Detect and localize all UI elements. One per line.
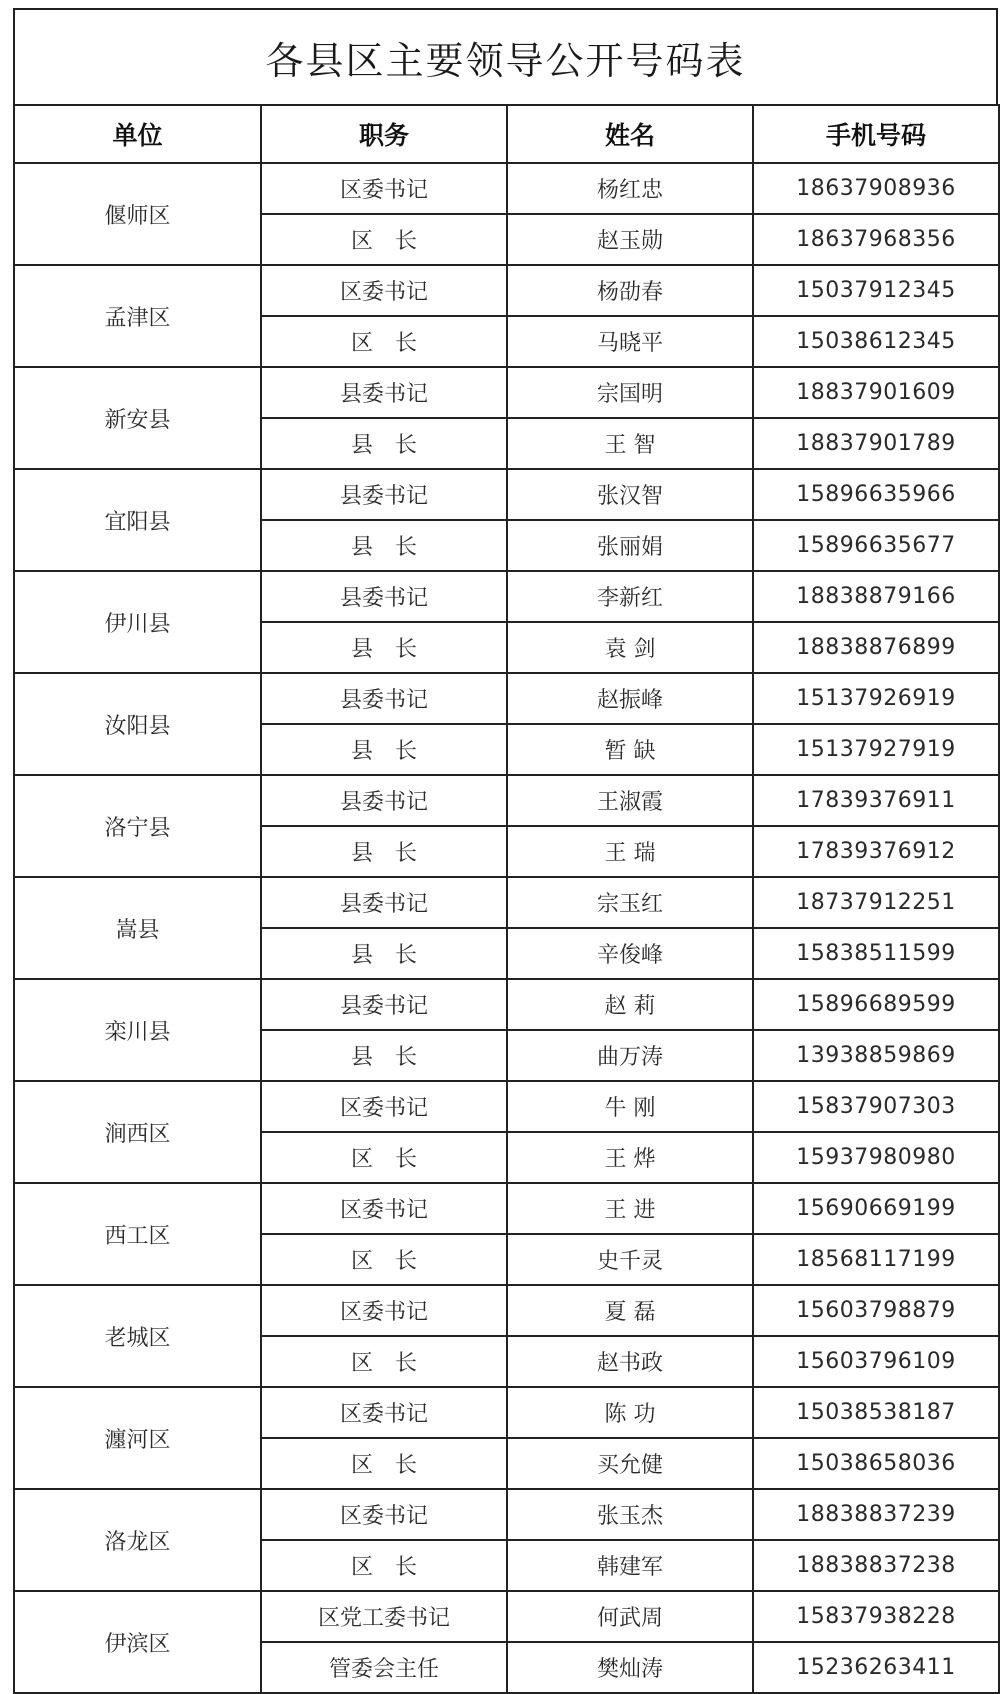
name-cell: 王 智 [507, 418, 753, 469]
position-cell: 区 长 [261, 1540, 507, 1591]
table-row [14, 163, 999, 214]
position-cell: 县 长 [261, 520, 507, 571]
unit-cell: 涧西区 [14, 1081, 261, 1183]
phone-cell: 18637908936 [753, 163, 999, 214]
unit-cell: 嵩县 [14, 877, 261, 979]
name-cell: 史千灵 [507, 1234, 753, 1285]
name-cell: 王淑霞 [507, 775, 753, 826]
name-cell: 王 进 [507, 1183, 753, 1234]
name-cell: 曲万涛 [507, 1030, 753, 1081]
position-cell: 县 长 [261, 418, 507, 469]
name-cell: 夏 磊 [507, 1285, 753, 1336]
phone-cell: 15037912345 [753, 265, 999, 316]
contact-table [13, 104, 1000, 1694]
phone-cell: 18838879166 [753, 571, 999, 622]
phone-cell: 15690669199 [753, 1183, 999, 1234]
position-cell: 县委书记 [261, 367, 507, 418]
position-cell: 县委书记 [261, 877, 507, 928]
name-cell: 韩建军 [507, 1540, 753, 1591]
unit-cell: 洛龙区 [14, 1489, 261, 1591]
name-cell: 马晓平 [507, 316, 753, 367]
phone-cell: 15038612345 [753, 316, 999, 367]
table-row [14, 1081, 999, 1132]
position-cell: 区 长 [261, 214, 507, 265]
unit-cell: 新安县 [14, 367, 261, 469]
table-row [14, 775, 999, 826]
position-cell: 县 长 [261, 1030, 507, 1081]
position-cell: 县委书记 [261, 469, 507, 520]
phone-cell: 15896689599 [753, 979, 999, 1030]
phone-cell: 17839376911 [753, 775, 999, 826]
phone-cell: 15896635966 [753, 469, 999, 520]
position-cell: 县委书记 [261, 979, 507, 1030]
position-cell: 区委书记 [261, 1183, 507, 1234]
position-cell: 县 长 [261, 826, 507, 877]
phone-cell: 15137926919 [753, 673, 999, 724]
column-header-phone: 手机号码 [753, 105, 999, 163]
name-cell: 赵 莉 [507, 979, 753, 1030]
name-cell: 李新红 [507, 571, 753, 622]
unit-cell: 老城区 [14, 1285, 261, 1387]
name-cell: 赵玉勋 [507, 214, 753, 265]
page-title: 各县区主要领导公开号码表 [13, 8, 998, 104]
name-cell: 张玉杰 [507, 1489, 753, 1540]
name-cell: 袁 剑 [507, 622, 753, 673]
name-cell: 张汉智 [507, 469, 753, 520]
unit-cell: 洛宁县 [14, 775, 261, 877]
phone-cell: 15837907303 [753, 1081, 999, 1132]
unit-cell: 孟津区 [14, 265, 261, 367]
position-cell: 区委书记 [261, 265, 507, 316]
position-cell: 区委书记 [261, 1489, 507, 1540]
name-cell: 王 瑞 [507, 826, 753, 877]
table-row [14, 469, 999, 520]
table-row [14, 1285, 999, 1336]
unit-cell: 伊滨区 [14, 1591, 261, 1693]
phone-cell: 18838837238 [753, 1540, 999, 1591]
table-row [14, 979, 999, 1030]
name-cell: 赵振峰 [507, 673, 753, 724]
position-cell: 区 长 [261, 316, 507, 367]
column-header-unit: 单位 [14, 105, 261, 163]
position-cell: 区 长 [261, 1132, 507, 1183]
name-cell: 宗国明 [507, 367, 753, 418]
name-cell: 暂 缺 [507, 724, 753, 775]
position-cell: 区 长 [261, 1336, 507, 1387]
position-cell: 区委书记 [261, 1081, 507, 1132]
table-row [14, 367, 999, 418]
position-cell: 区委书记 [261, 1387, 507, 1438]
table-row [14, 1591, 999, 1642]
name-cell: 王 烨 [507, 1132, 753, 1183]
phone-cell: 18737912251 [753, 877, 999, 928]
unit-cell: 宜阳县 [14, 469, 261, 571]
name-cell: 宗玉红 [507, 877, 753, 928]
name-cell: 杨红忠 [507, 163, 753, 214]
table-row [14, 673, 999, 724]
position-cell: 区 长 [261, 1438, 507, 1489]
phone-cell: 18838837239 [753, 1489, 999, 1540]
table-row [14, 1387, 999, 1438]
phone-cell: 18837901609 [753, 367, 999, 418]
phone-cell: 15038538187 [753, 1387, 999, 1438]
table-row [14, 265, 999, 316]
phone-cell: 18568117199 [753, 1234, 999, 1285]
unit-cell: 瀍河区 [14, 1387, 261, 1489]
table-row [14, 877, 999, 928]
position-cell: 县委书记 [261, 571, 507, 622]
position-cell: 县 长 [261, 622, 507, 673]
phone-cell: 15837938228 [753, 1591, 999, 1642]
unit-cell: 汝阳县 [14, 673, 261, 775]
table-body [14, 163, 999, 1693]
phone-cell: 15603796109 [753, 1336, 999, 1387]
position-cell: 管委会主任 [261, 1642, 507, 1693]
phone-cell: 15896635677 [753, 520, 999, 571]
phone-cell: 15038658036 [753, 1438, 999, 1489]
table-row [14, 1489, 999, 1540]
name-cell: 何武周 [507, 1591, 753, 1642]
phone-cell: 17839376912 [753, 826, 999, 877]
phone-cell: 18838876899 [753, 622, 999, 673]
position-cell: 区 长 [261, 1234, 507, 1285]
phone-cell: 15937980980 [753, 1132, 999, 1183]
phone-cell: 15838511599 [753, 928, 999, 979]
phone-cell: 15137927919 [753, 724, 999, 775]
position-cell: 区委书记 [261, 1285, 507, 1336]
unit-cell: 偃师区 [14, 163, 261, 265]
column-header-name: 姓名 [507, 105, 753, 163]
name-cell: 牛 刚 [507, 1081, 753, 1132]
name-cell: 陈 功 [507, 1387, 753, 1438]
unit-cell: 栾川县 [14, 979, 261, 1081]
phone-cell: 15603798879 [753, 1285, 999, 1336]
name-cell: 买允健 [507, 1438, 753, 1489]
table-row [14, 571, 999, 622]
phone-cell: 18837901789 [753, 418, 999, 469]
phone-cell: 13938859869 [753, 1030, 999, 1081]
position-cell: 县 长 [261, 724, 507, 775]
phone-cell: 15236263411 [753, 1642, 999, 1693]
table-header-row [14, 105, 999, 163]
name-cell: 张丽娟 [507, 520, 753, 571]
name-cell: 赵书政 [507, 1336, 753, 1387]
position-cell: 县委书记 [261, 775, 507, 826]
table-row [14, 1183, 999, 1234]
phone-cell: 18637968356 [753, 214, 999, 265]
name-cell: 辛俊峰 [507, 928, 753, 979]
position-cell: 区党工委书记 [261, 1591, 507, 1642]
position-cell: 县 长 [261, 928, 507, 979]
position-cell: 区委书记 [261, 163, 507, 214]
directory-sheet [13, 8, 998, 1694]
unit-cell: 伊川县 [14, 571, 261, 673]
position-cell: 县委书记 [261, 673, 507, 724]
unit-cell: 西工区 [14, 1183, 261, 1285]
column-header-position: 职务 [261, 105, 507, 163]
name-cell: 樊灿涛 [507, 1642, 753, 1693]
name-cell: 杨劭春 [507, 265, 753, 316]
